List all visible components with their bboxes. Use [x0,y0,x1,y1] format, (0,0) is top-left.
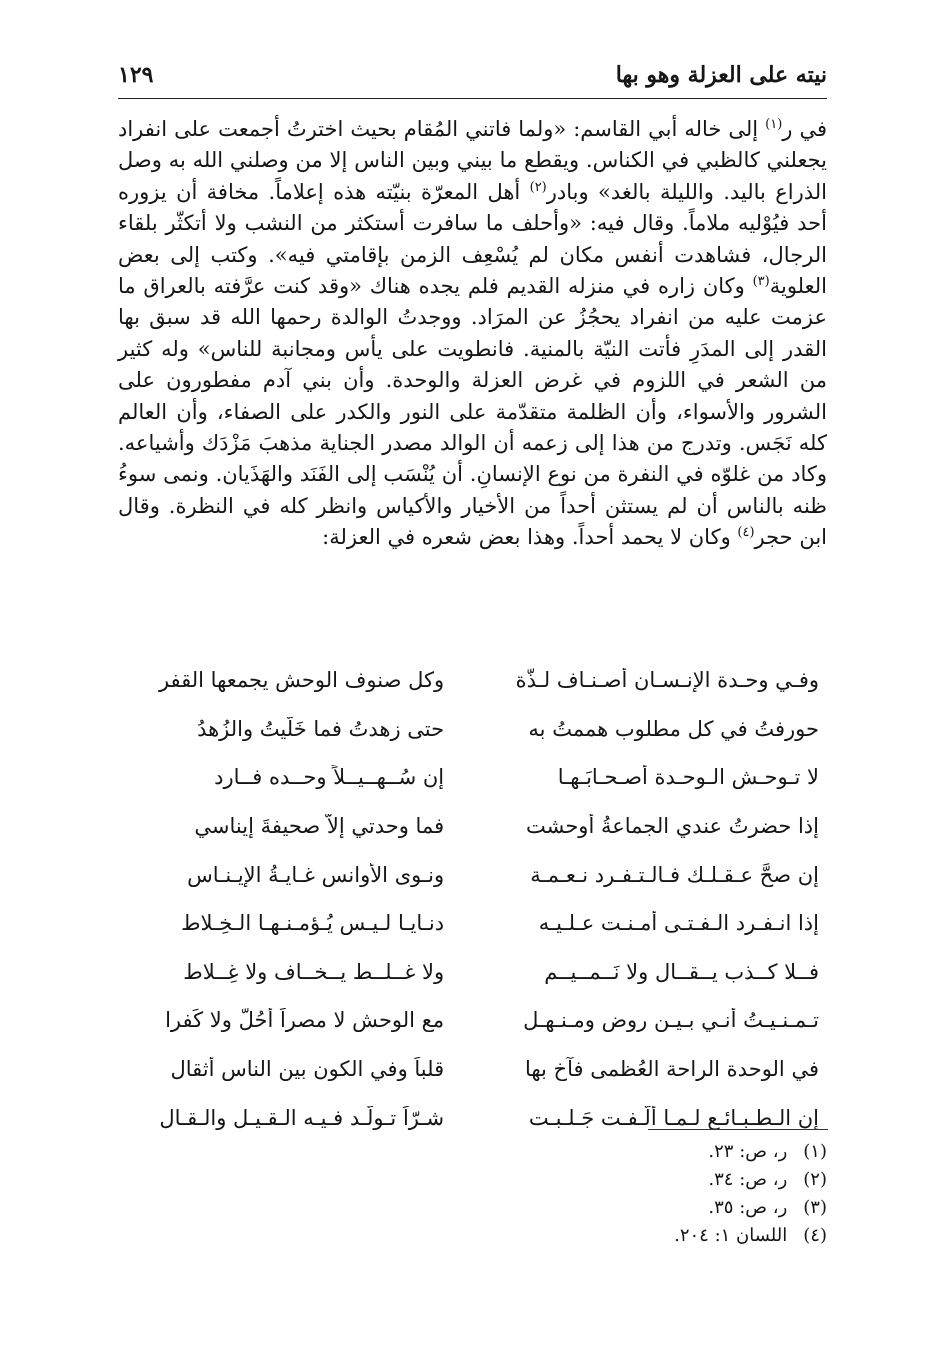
verse-first-hemistich: في الوحدة الراحة العُظمى فآخ بها [524,1057,819,1082]
verse-first-hemistich: تـمـنـيـتُ أنـي بـيـن روض ومـنـهـل [523,1008,819,1033]
verse-first-hemistich: فــلا كــذب يــقــال ولا نَــمــيــم [544,959,819,984]
paragraph-text: في ر [782,117,827,141]
paragraph-text: أهل المعرّة بنيّته هذه إعلاماً. مخافة أن يزوره أحد فيُوْليه ملاماً. وقال فيه: «وأحلف ما سافرت أستكثر من النشب ولا أتكثّر بلقاء الرجال، فشاهدت أنفس مكان لم يُسْعِف الزمن بإقامتي فيه». وكتب إلى بعض العلوية [118,179,827,299]
verse-first-hemistich: إن الـطـبـائـع لـمـا أُلّـفـت جَـلـبـت [528,1105,819,1130]
footnote-rule [648,1129,828,1130]
page-number: ١٢٩ [118,62,154,88]
footnote [674,1222,827,1250]
footnote-text: ر، ص: ٣٤. [708,1169,788,1190]
verse-second-hemistich: حتى زهدتُ فما خَلّيتُ والزُهدُ [197,716,445,741]
poem-verse [118,850,827,899]
poem-verse [118,899,827,948]
poem-verse [118,753,827,802]
footnote [674,1194,827,1222]
footnote-ref-4: (٤) [737,525,755,541]
verse-first-hemistich: حورفتُ في كل مطلوب هممتُ به [528,716,819,741]
verse-second-hemistich: شـرّاً تـولّـد فـيـه الـقـيـل والـقـال [159,1105,445,1130]
verse-first-hemistich: لا تـوحـش الـوحـدة أصـحـابَـهـا [557,765,819,790]
verse-first-hemistich: إن صحَّ عـقـلـك فـالـتـفـرد نـعـمـة [530,862,819,887]
footnote-ref-3: (٣) [752,274,770,290]
verse-second-hemistich: مع الوحش لا مصراً أحُلّ ولا كَفرا [165,1008,445,1033]
verse-first-hemistich: إذا حضرتُ عندي الجماعةُ أوحشت [525,814,819,839]
footnote-ref-1: (١) [765,117,783,132]
poem [118,656,827,1142]
footnote-number: (٤) [803,1225,827,1246]
verse-second-hemistich: ونـوى الأوانس غـايـةُ الإيـنـاس [187,862,445,887]
running-head-title: نيته على العزلة وهو بها [615,62,827,88]
verse-first-hemistich: وفـي وحـدة الإنـسـان أصـنـاف لـذّة [515,668,819,693]
footnote-text: ر، ص: ٢٣. [708,1141,788,1162]
footnote-number: (١) [803,1141,827,1162]
paragraph-text: وكان زاره في منزله القديم فلم يجده هناك «وقد كنت عرَّفته بالعراق ما عزمت عليه من انفراد يحجُزُ عن المرَاد. ووجدتُ الوالدة رحمها الله قد سبق بها القدر إلى المدَرِ فأتت النيّة بالمنية. فانطويت على يأس ومجانبة للناس» وله كثير من الشعر في اللزوم في غرض العزلة والوحدة. وأن بني آدم مفطورون على الشرور والأسواء، وأن الظلمة متقدّمة على النور والكدر على الصفاء، وأن العالم كله نَجَس. وتدرج من هذا إلى زعمه أن الوالد مصدر الجناية مذهبَ مَزْدَك وأشياعه. وكاد من غلوّه في النفرة من نوع الإنسانِ. أن يُنْسَب إلى الفَنَد والهَذَيان. ونمى سوءُ ظنه بالناس أن لم يستثن أحداً من الأخيار والأكياس وانظر كله في النظرة. وقال ابن حجر [118,274,827,550]
footnote [674,1138,827,1166]
poem-verse [118,656,827,705]
poem-verse [118,996,827,1045]
verse-second-hemistich: دنـايـا لـيـس يُـؤمـنـهـا الـخِـلاط [181,911,445,936]
footnote-number: (٣) [803,1197,827,1218]
verse-second-hemistich: وكل صنوف الوحش يجمعها القفر [158,668,445,693]
footnote-ref-2: (٢) [529,179,547,195]
poem-verse [118,1093,827,1142]
body-paragraph [118,114,827,554]
verse-second-hemistich: فما وحدتي إلاّ صحيفةَ إيناسي [194,814,445,839]
poem-verse [118,1045,827,1094]
paragraph-text: وكان لا يحمد أحداً. وهذا بعض شعره في العزلة: [322,525,738,550]
footnote-text: ر، ص: ٣٥. [708,1197,788,1218]
footnote-text: اللسان ١: ٢٠٤. [674,1225,788,1246]
footnotes [674,1138,827,1250]
header-rule [118,98,827,99]
poem-verse [118,705,827,754]
verse-second-hemistich: ولا غــلــط يــخــاف ولا غِــلاط [183,959,445,984]
poem-verse [118,802,827,851]
paragraph-text: إلى خاله أبي القاسم: «ولما فاتني المُقام بحيث اخترتُ أجمعت على انفراد يجعلني كالظبي في الكناس. ويقطع ما بيني وبين الناس إلا من وصلني الله به وصل الذراع باليد. والليلة بالغد» وبادر [118,117,827,204]
poem-verse [118,948,827,997]
running-head [118,58,827,94]
verse-second-hemistich: قلباً وفي الكون بين الناس أثقال [170,1057,445,1082]
footnote-number: (٢) [803,1169,827,1190]
footnote [674,1166,827,1194]
verse-second-hemistich: إن سُــهــيــلاً وحــده فــارد [214,765,445,790]
verse-first-hemistich: إذا انـفـرد الـفـتـى أُمـنـت عـلـيـه [538,911,819,936]
